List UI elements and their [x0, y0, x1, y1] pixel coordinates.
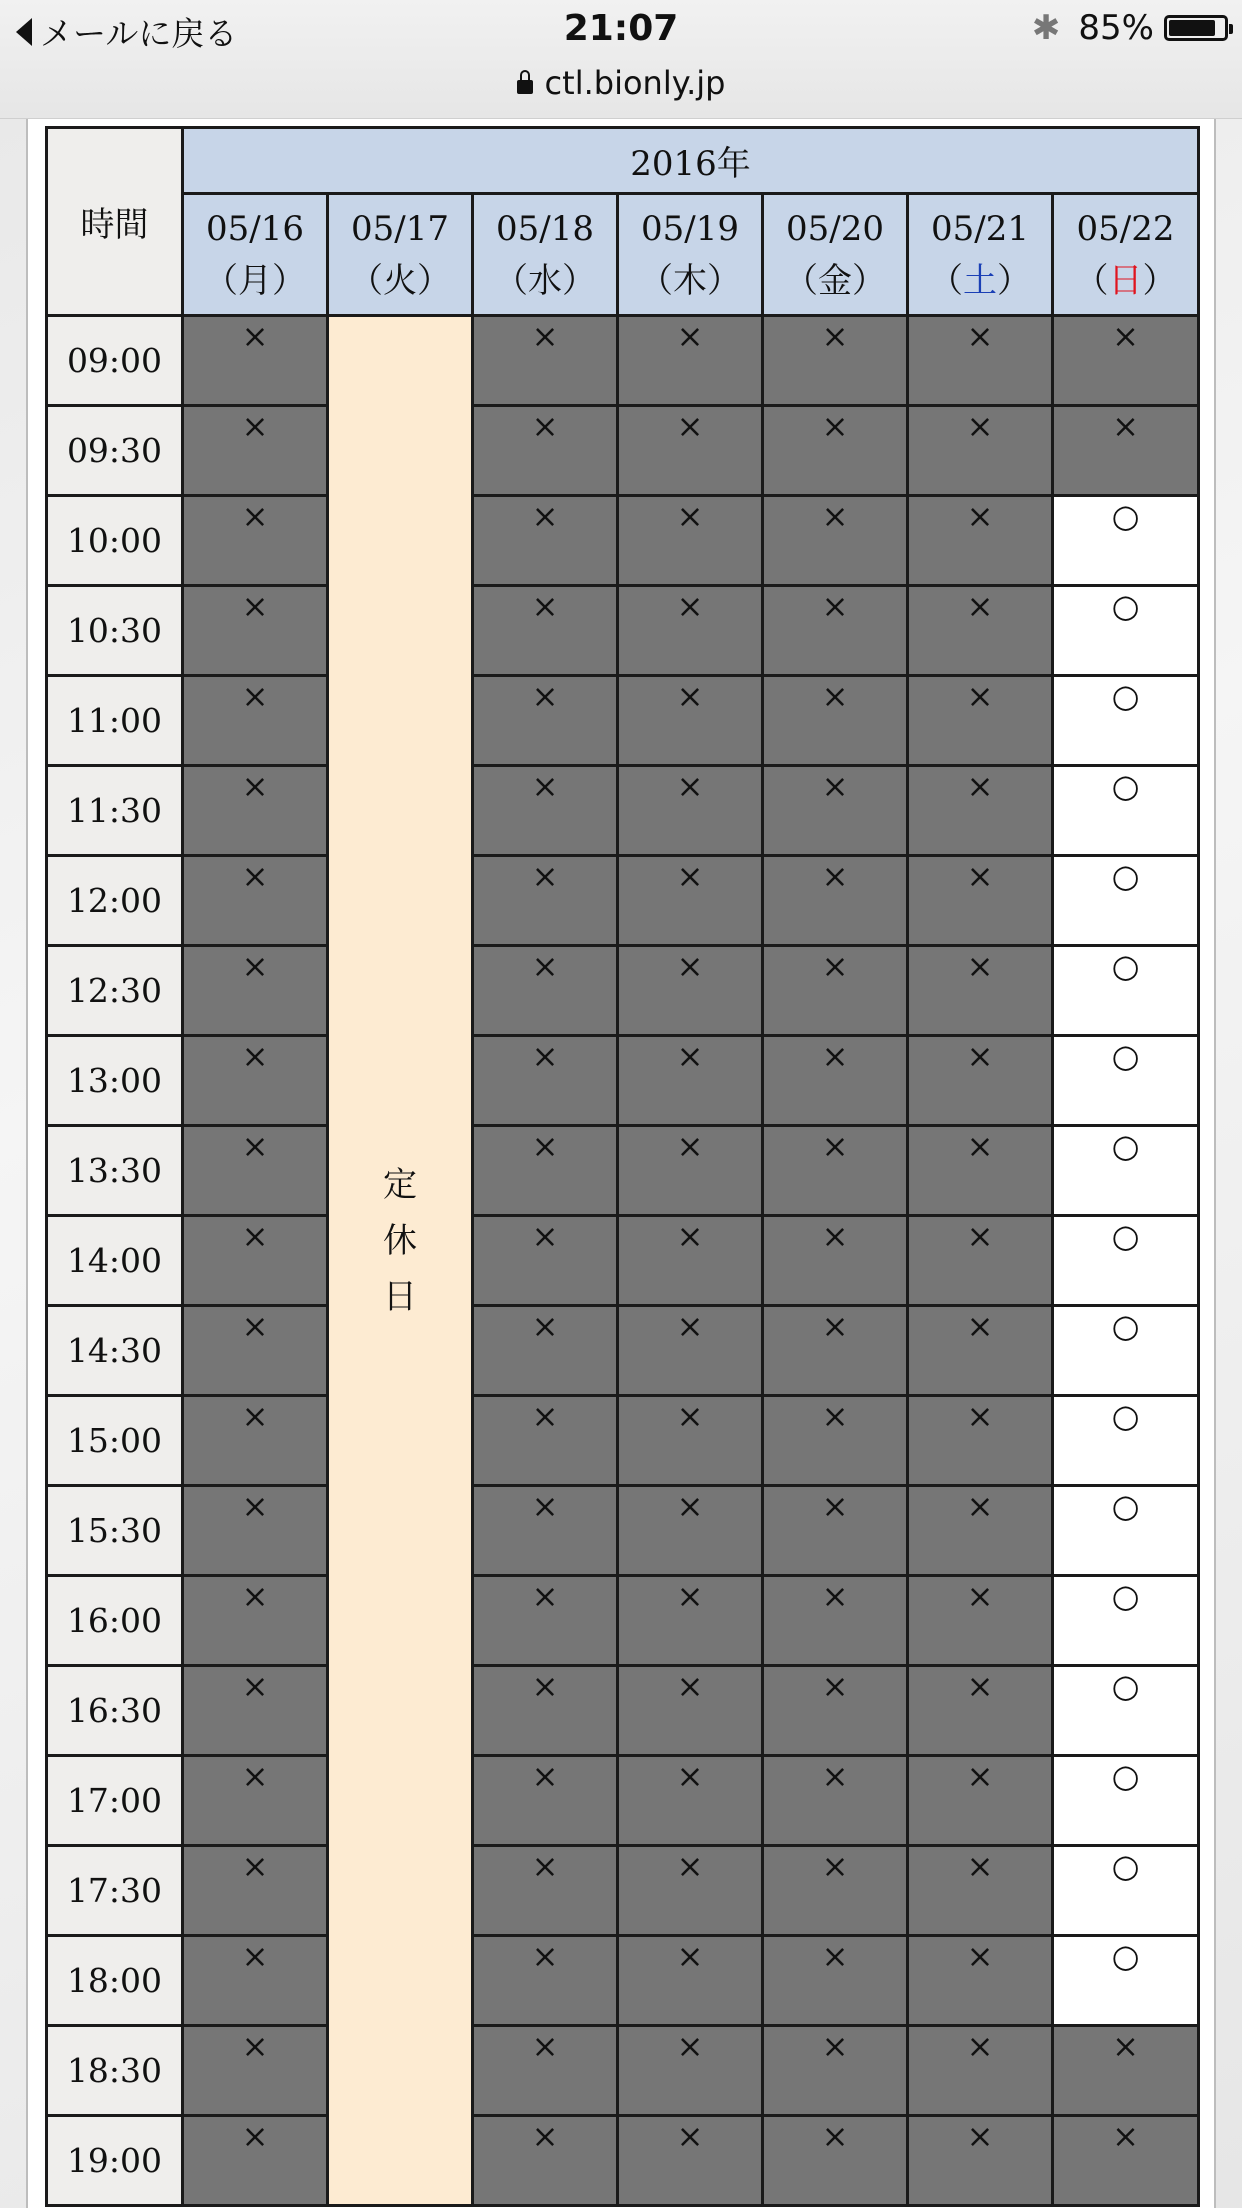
unavailable-slot: ×	[763, 946, 908, 1036]
time-slot-label: 09:30	[47, 406, 183, 496]
table-row	[47, 1486, 1199, 1576]
unavailable-slot: ×	[763, 1216, 908, 1306]
time-slot-label: 14:00	[47, 1216, 183, 1306]
table-row	[47, 496, 1199, 586]
table-row	[47, 946, 1199, 1036]
unavailable-slot: ×	[183, 856, 328, 946]
unavailable-slot: ×	[618, 946, 763, 1036]
unavailable-slot: ×	[618, 1216, 763, 1306]
time-slot-label: 15:00	[47, 1396, 183, 1486]
table-row	[47, 1756, 1199, 1846]
unavailable-slot: ×	[183, 946, 328, 1036]
year-header: 2016年	[183, 128, 1199, 194]
unavailable-slot: ×	[908, 856, 1053, 946]
unavailable-slot: ×	[908, 1216, 1053, 1306]
time-slot-label: 12:30	[47, 946, 183, 1036]
unavailable-slot: ×	[183, 1306, 328, 1396]
day-header-05-18	[473, 194, 618, 316]
unavailable-slot: ×	[1053, 406, 1199, 496]
unavailable-slot: ×	[183, 1936, 328, 2026]
available-slot[interactable]: ○	[1053, 496, 1199, 586]
table-row	[47, 1036, 1199, 1126]
unavailable-slot: ×	[763, 496, 908, 586]
back-label: メールに戻る	[40, 14, 238, 53]
unavailable-slot: ×	[473, 1846, 618, 1936]
table-row	[47, 1306, 1199, 1396]
day-weekday: （水）	[494, 260, 596, 301]
table-row	[47, 406, 1199, 496]
day-weekday: （月）	[204, 260, 306, 301]
unavailable-slot: ×	[618, 1576, 763, 1666]
unavailable-slot: ×	[763, 1576, 908, 1666]
unavailable-slot: ×	[763, 2116, 908, 2206]
day-date: 05/20	[786, 208, 884, 249]
unavailable-slot: ×	[618, 1486, 763, 1576]
unavailable-slot: ×	[908, 316, 1053, 406]
table-row	[47, 316, 1199, 406]
available-slot[interactable]: ○	[1053, 586, 1199, 676]
unavailable-slot: ×	[908, 1486, 1053, 1576]
day-header-05-16	[183, 194, 328, 316]
unavailable-slot: ×	[763, 1036, 908, 1126]
available-slot[interactable]: ○	[1053, 1306, 1199, 1396]
time-slot-label: 11:00	[47, 676, 183, 766]
available-slot[interactable]: ○	[1053, 1216, 1199, 1306]
unavailable-slot: ×	[183, 316, 328, 406]
unavailable-slot: ×	[908, 1396, 1053, 1486]
unavailable-slot: ×	[473, 676, 618, 766]
unavailable-slot: ×	[473, 1936, 618, 2026]
day-date: 05/19	[641, 208, 739, 249]
day-date: 05/18	[496, 208, 594, 249]
unavailable-slot: ×	[183, 766, 328, 856]
time-slot-label: 10:00	[47, 496, 183, 586]
unavailable-slot: ×	[183, 1126, 328, 1216]
battery-icon	[1164, 15, 1228, 41]
day-date: 05/16	[206, 208, 304, 249]
time-slot-label: 18:00	[47, 1936, 183, 2026]
reservation-schedule-table	[45, 126, 1200, 2207]
unavailable-slot: ×	[908, 946, 1053, 1036]
unavailable-slot: ×	[183, 1756, 328, 1846]
closed-day-cell	[328, 316, 473, 2206]
unavailable-slot: ×	[473, 1126, 618, 1216]
day-weekday: （金）	[784, 260, 886, 301]
available-slot[interactable]: ○	[1053, 1936, 1199, 2026]
unavailable-slot: ×	[183, 406, 328, 496]
unavailable-slot: ×	[618, 676, 763, 766]
unavailable-slot: ×	[908, 496, 1053, 586]
available-slot[interactable]: ○	[1053, 676, 1199, 766]
available-slot[interactable]: ○	[1053, 1666, 1199, 1756]
unavailable-slot: ×	[908, 2116, 1053, 2206]
day-header-05-19	[618, 194, 763, 316]
unavailable-slot: ×	[908, 1936, 1053, 2026]
unavailable-slot: ×	[473, 316, 618, 406]
day-header-05-21	[908, 194, 1053, 316]
time-slot-label: 15:30	[47, 1486, 183, 1576]
unavailable-slot: ×	[763, 1936, 908, 2026]
unavailable-slot: ×	[908, 676, 1053, 766]
time-slot-label: 13:30	[47, 1126, 183, 1216]
table-row	[47, 766, 1199, 856]
time-slot-label: 16:30	[47, 1666, 183, 1756]
lock-icon	[517, 80, 533, 94]
unavailable-slot: ×	[763, 856, 908, 946]
table-row	[47, 1126, 1199, 1216]
unavailable-slot: ×	[618, 406, 763, 496]
time-slot-label: 10:30	[47, 586, 183, 676]
unavailable-slot: ×	[618, 1666, 763, 1756]
unavailable-slot: ×	[763, 1666, 908, 1756]
available-slot[interactable]: ○	[1053, 1486, 1199, 1576]
unavailable-slot: ×	[618, 1936, 763, 2026]
unavailable-slot: ×	[618, 1306, 763, 1396]
unavailable-slot: ×	[183, 496, 328, 586]
day-weekday: （日）	[1074, 260, 1177, 301]
day-header-row	[47, 194, 1199, 316]
unavailable-slot: ×	[908, 1666, 1053, 1756]
day-weekday: （土）	[929, 260, 1031, 301]
unavailable-slot: ×	[763, 586, 908, 676]
unavailable-slot: ×	[473, 1306, 618, 1396]
battery-fill	[1169, 20, 1215, 36]
day-weekday: （木）	[639, 260, 741, 301]
unavailable-slot: ×	[473, 1486, 618, 1576]
unavailable-slot: ×	[183, 1486, 328, 1576]
table-row	[47, 1666, 1199, 1756]
day-date: 05/17	[351, 208, 449, 249]
unavailable-slot: ×	[183, 586, 328, 676]
unavailable-slot: ×	[763, 676, 908, 766]
unavailable-slot: ×	[183, 1036, 328, 1126]
schedule-body	[47, 316, 1199, 2206]
table-row	[47, 1396, 1199, 1486]
unavailable-slot: ×	[618, 766, 763, 856]
unavailable-slot: ×	[763, 1486, 908, 1576]
unavailable-slot: ×	[763, 1306, 908, 1396]
time-slot-label: 18:30	[47, 2026, 183, 2116]
browser-status-bar	[0, 0, 1242, 119]
available-slot[interactable]: ○	[1053, 766, 1199, 856]
table-row	[47, 1216, 1199, 1306]
time-slot-label: 16:00	[47, 1576, 183, 1666]
unavailable-slot: ×	[908, 1846, 1053, 1936]
unavailable-slot: ×	[763, 1126, 908, 1216]
url-text: ctl.bionly.jp	[544, 64, 726, 102]
time-slot-label: 13:00	[47, 1036, 183, 1126]
table-row	[47, 1936, 1199, 2026]
unavailable-slot: ×	[618, 316, 763, 406]
unavailable-slot: ×	[763, 1396, 908, 1486]
unavailable-slot: ×	[473, 2026, 618, 2116]
unavailable-slot: ×	[618, 496, 763, 586]
unavailable-slot: ×	[183, 2116, 328, 2206]
unavailable-slot: ×	[473, 1216, 618, 1306]
unavailable-slot: ×	[618, 1756, 763, 1846]
unavailable-slot: ×	[473, 1576, 618, 1666]
closed-day-label: 定休日	[383, 1164, 417, 1317]
unavailable-slot: ×	[183, 1666, 328, 1756]
available-slot[interactable]: ○	[1053, 1576, 1199, 1666]
unavailable-slot: ×	[908, 586, 1053, 676]
unavailable-slot: ×	[473, 586, 618, 676]
time-slot-label: 17:30	[47, 1846, 183, 1936]
day-weekday: （火）	[349, 260, 451, 301]
unavailable-slot: ×	[473, 406, 618, 496]
day-header-05-20	[763, 194, 908, 316]
unavailable-slot: ×	[763, 316, 908, 406]
unavailable-slot: ×	[473, 2116, 618, 2206]
table-row	[47, 1846, 1199, 1936]
unavailable-slot: ×	[473, 856, 618, 946]
status-clock: 21:07	[563, 8, 679, 49]
available-slot[interactable]: ○	[1053, 856, 1199, 946]
unavailable-slot: ×	[908, 1036, 1053, 1126]
table-row	[47, 676, 1199, 766]
table-row	[47, 1576, 1199, 1666]
unavailable-slot: ×	[183, 1216, 328, 1306]
unavailable-slot: ×	[908, 1576, 1053, 1666]
unavailable-slot: ×	[763, 766, 908, 856]
unavailable-slot: ×	[908, 766, 1053, 856]
unavailable-slot: ×	[183, 1576, 328, 1666]
time-slot-label: 12:00	[47, 856, 183, 946]
day-header-05-22	[1053, 194, 1199, 316]
unavailable-slot: ×	[473, 1036, 618, 1126]
day-header-05-17	[328, 194, 473, 316]
unavailable-slot: ×	[183, 676, 328, 766]
available-slot[interactable]: ○	[1053, 1756, 1199, 1846]
unavailable-slot: ×	[473, 946, 618, 1036]
unavailable-slot: ×	[618, 1396, 763, 1486]
time-slot-label: 19:00	[47, 2116, 183, 2206]
unavailable-slot: ×	[908, 2026, 1053, 2116]
bluetooth-icon: ✱	[1031, 8, 1061, 48]
unavailable-slot: ×	[473, 766, 618, 856]
unavailable-slot: ×	[908, 1756, 1053, 1846]
unavailable-slot: ×	[473, 1756, 618, 1846]
time-slot-label: 09:00	[47, 316, 183, 406]
unavailable-slot: ×	[618, 2116, 763, 2206]
url-bar[interactable]	[517, 64, 726, 102]
table-row	[47, 2116, 1199, 2206]
battery-percent: 85%	[1078, 8, 1154, 48]
unavailable-slot: ×	[183, 1396, 328, 1486]
unavailable-slot: ×	[908, 1306, 1053, 1396]
table-row	[47, 856, 1199, 946]
time-slot-label: 17:00	[47, 1756, 183, 1846]
unavailable-slot: ×	[1053, 2116, 1199, 2206]
unavailable-slot: ×	[618, 1126, 763, 1216]
time-column-header: 時間	[47, 128, 183, 316]
unavailable-slot: ×	[763, 2026, 908, 2116]
unavailable-slot: ×	[618, 1036, 763, 1126]
unavailable-slot: ×	[1053, 2026, 1199, 2116]
unavailable-slot: ×	[763, 406, 908, 496]
unavailable-slot: ×	[1053, 316, 1199, 406]
time-slot-label: 11:30	[47, 766, 183, 856]
unavailable-slot: ×	[473, 1666, 618, 1756]
unavailable-slot: ×	[763, 1756, 908, 1846]
day-date: 05/22	[1076, 208, 1175, 249]
back-arrow-icon	[16, 18, 32, 46]
table-row	[47, 586, 1199, 676]
unavailable-slot: ×	[618, 856, 763, 946]
unavailable-slot: ×	[618, 586, 763, 676]
available-slot[interactable]: ○	[1053, 1396, 1199, 1486]
available-slot[interactable]: ○	[1053, 1126, 1199, 1216]
day-date: 05/21	[931, 208, 1029, 249]
available-slot[interactable]: ○	[1053, 1036, 1199, 1126]
available-slot[interactable]: ○	[1053, 946, 1199, 1036]
unavailable-slot: ×	[618, 2026, 763, 2116]
unavailable-slot: ×	[763, 1846, 908, 1936]
table-row	[47, 2026, 1199, 2116]
unavailable-slot: ×	[473, 496, 618, 586]
unavailable-slot: ×	[908, 1126, 1053, 1216]
unavailable-slot: ×	[183, 2026, 328, 2116]
unavailable-slot: ×	[908, 406, 1053, 496]
time-slot-label: 14:30	[47, 1306, 183, 1396]
unavailable-slot: ×	[473, 1396, 618, 1486]
available-slot[interactable]: ○	[1053, 1846, 1199, 1936]
back-to-mail-button[interactable]	[16, 8, 237, 55]
unavailable-slot: ×	[183, 1846, 328, 1936]
unavailable-slot: ×	[618, 1846, 763, 1936]
